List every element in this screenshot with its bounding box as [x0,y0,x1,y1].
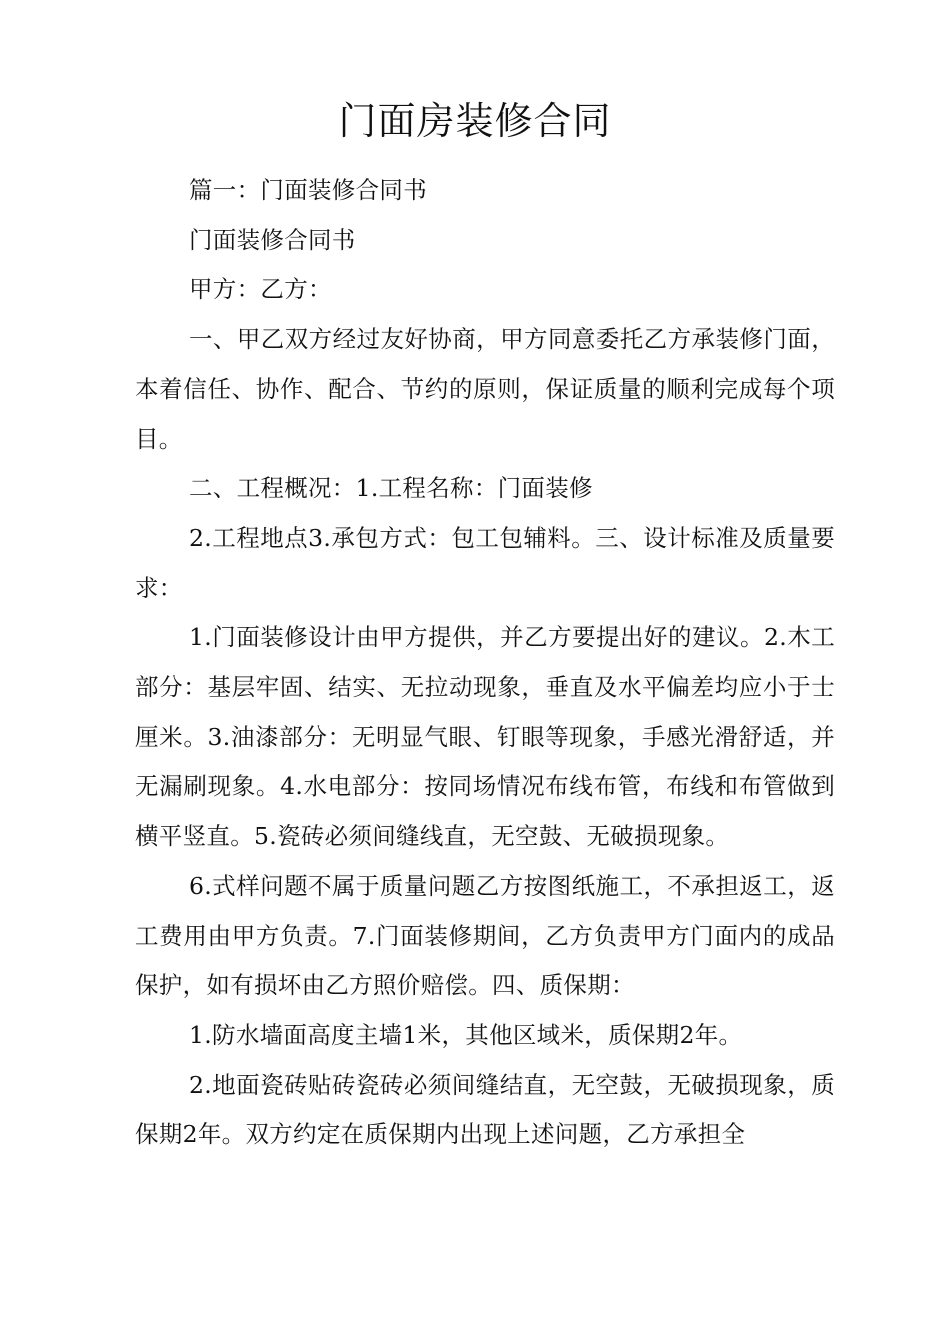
paragraph-style-and-protection: 6.式样问题不属于质量问题乙方按图纸施工，不承担返工，返工费用由甲方负责。7.门面装修期间，乙方负责甲方门面内的成品保护，如有损坏由乙方照价赔偿。四、质保期： [135,871,835,1000]
paragraph-parties: 甲方：乙方： [189,275,332,304]
paragraph-clause-1: 一、甲乙双方经过友好协商，甲方同意委托乙方承装修门面，本着信任、协作、配合、节约的原则，保证质量的顺利完成每个项目。 [135,325,835,453]
paragraph-quality-requirements: 1.门面装修设计由甲方提供，并乙方要提出好的建议。2.木工部分：基层牢固、结实、无拉动现象，垂直及水平偏差均应小于士厘米。3.油漆部分：无明显气眼、钉眼等现象，手感光滑舒适，并无漏刷现象。4.水电部分：按同场情况布线布管，布线和布管做到横平竖直。5.瓷砖必须间缝线直，无空鼓、无破损现象。 [135,623,835,851]
paragraph-clause-2: 二、工程概况：1.工程名称：门面装修 [189,474,593,503]
document-body [135,166,835,1160]
document-title: 门面房装修合同 [338,99,612,143]
paragraph-warranty-2: 2.地面瓷砖贴砖瓷砖必须间缝结直，无空鼓，无破损现象，质保期2年。双方约定在质保期内出现上述问题，乙方承担全 [135,1070,835,1149]
paragraph-contract-name: 门面装修合同书 [189,225,356,254]
paragraph-section-heading: 篇一：门面装修合同书 [189,176,427,204]
paragraph-clause-2-cont: 2.工程地点3.承包方式：包工包辅料。三、设计标准及质量要求： [135,523,835,602]
paragraph-warranty-1: 1.防水墙面高度主墙1米，其他区域米，质保期2年。 [189,1020,743,1049]
